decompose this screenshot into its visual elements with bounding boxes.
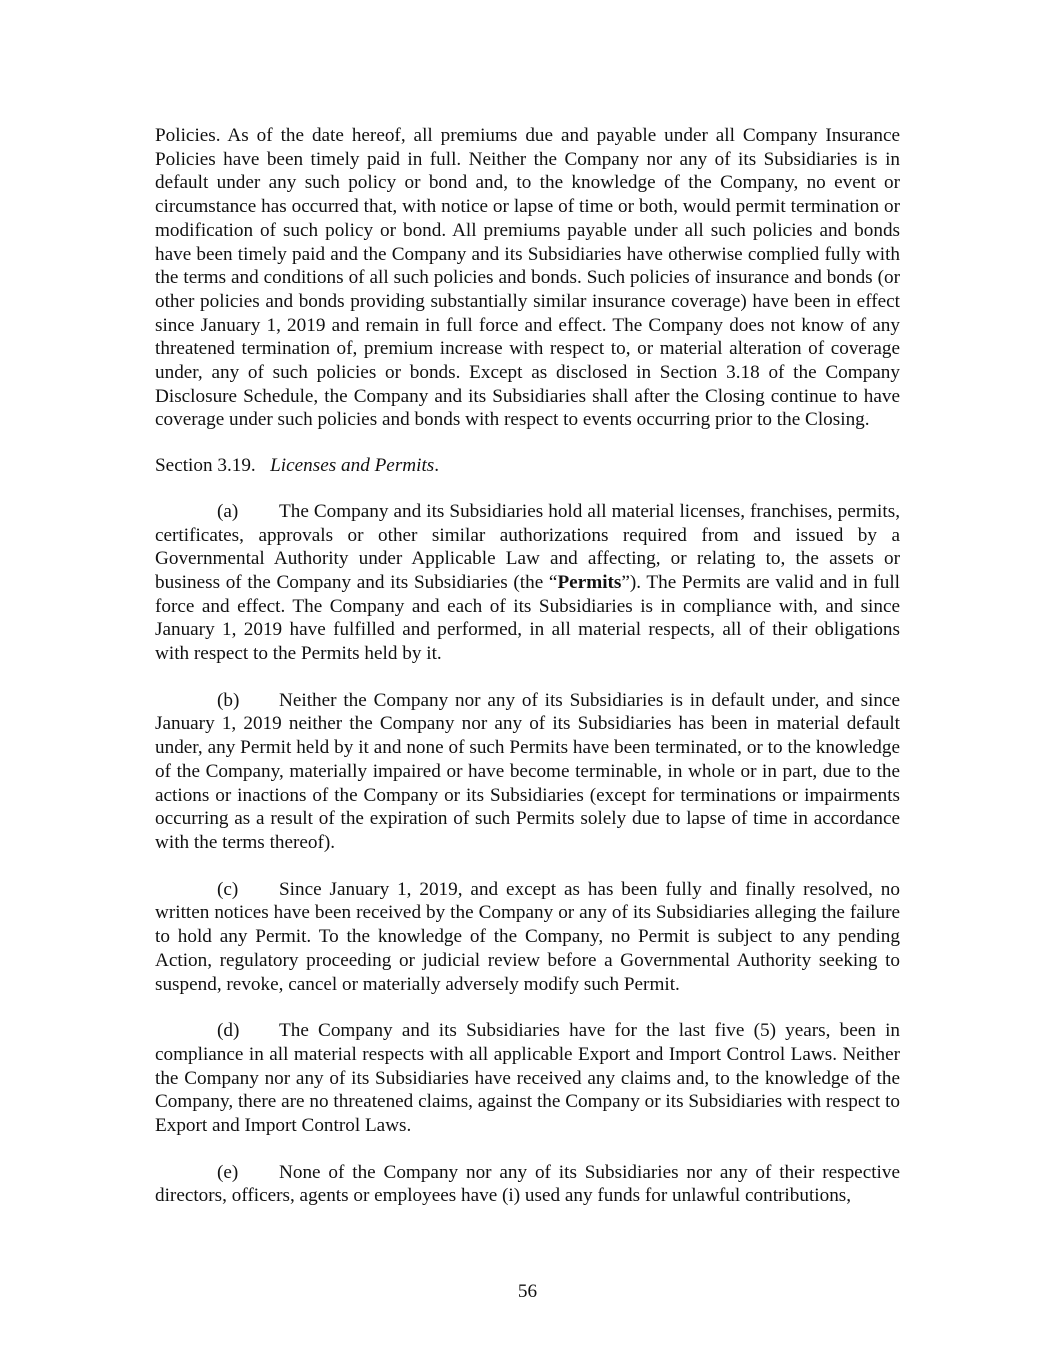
carryover-paragraph: Policies. As of the date hereof, all premiums due and payable under all Company Insurance Policies have been timely paid in full. Neither the Company nor any of its Subsidiaries is in default under any such policy or bond and, to the knowledge of the Company, no event or circumstance has occurred that, with notice or lapse of time or both, would permit termination or modification of such policy or bond. All premiums payable under all such policies and bonds have been timely paid and the Company and its Subsidiaries have otherwise complied fully with the terms and conditions of all such policies and bonds. Such policies of insurance and bonds (or other policies and bonds providing substantially similar insurance coverage) have been in effect since January 1, 2019 and remain in full force and effect. The Company does not know of any threatened termination of, premium increase with respect to, or material alteration of coverage under, any of such policies or bonds. Except as disclosed in Section 3.18 of the Company Disclosure Schedule, the Company and its Subsidiaries shall after the Closing continue to have coverage under such policies and bonds with respect to events occurring prior to the Closing.: [155, 125, 900, 431]
section-number: Section 3.19.: [155, 455, 256, 477]
subsection-label: (b): [217, 689, 240, 711]
subsection-text: The Company and its Subsidiaries have for the last five (5) years, been in compliance in all material respects with all applicable Export and Import Control Laws. Neither the Company nor any of its Subsidiaries have received any claims and, to the knowledge of the Company, there are no threatened claims, against the Company or its Subsidiaries with respect to Export and Import Control Laws.: [155, 1020, 900, 1137]
subsection-label: (e): [217, 1161, 239, 1183]
subsection-text: The Company and its Subsidiaries hold all material licenses, franchises, permits, certificates, approvals or other similar authorizations required from and issued by a Governmental Authority under Applicable Law and affecting, or relating to, the assets or business of the Company and its Subsidiaries (the “: [155, 500, 900, 593]
subsection-label: (a): [217, 500, 239, 522]
section-title: Licenses and Permits: [270, 455, 435, 477]
subsection-label: (d): [217, 1020, 240, 1042]
subsection-text: Neither the Company nor any of its Subsidiaries is in default under, and since January 1, 2019 neither the Company nor any of its Subsidiaries has been in material default under, any Permit held by it and none of such Permits have been terminated, or to the knowledge of the Company, materially impaired or have become terminable, in whole or in part, due to the actions or inactions of the Company or its Subsidiaries (except for terminations or impairments occurring as a result of the expiration of such Permits solely due to lapse of time in accordance with the terms thereof).: [155, 689, 900, 853]
document-page: [155, 124, 900, 1208]
subsection-label: (c): [217, 878, 239, 900]
subsection-b: [155, 689, 900, 855]
page-number: 56: [517, 1281, 538, 1302]
subsection-d: [155, 1019, 900, 1138]
subsection-text: ”). The Permits are valid and in full force and effect. The Company and each of its Subsidiaries is in compliance with, and since January 1, 2019 have fulfilled and performed, in all material respects, all of their obligations with respect to the Permits held by it.: [155, 571, 900, 665]
subsection-e: [155, 1161, 900, 1208]
defined-term-permits: Permits: [557, 571, 622, 593]
section-heading: [155, 454, 900, 478]
subsection-text: Since January 1, 2019, and except as has been fully and finally resolved, no written notices have been received by the Company or any of its Subsidiaries alleging the failure to hold any Permit. To the knowledge of the Company, no Permit is subject to any pending Action, regulatory proceeding or judicial review before a Governmental Authority seeking to suspend, revoke, cancel or materially adversely modify such Permit.: [155, 878, 900, 995]
section-title-suffix: .: [434, 455, 440, 477]
subsection-c: [155, 878, 900, 997]
subsection-text: None of the Company nor any of its Subsidiaries nor any of their respective directors, officers, agents or employees have (i) used any funds for unlawful contributions,: [155, 1161, 900, 1207]
subsection-a: [155, 500, 900, 666]
